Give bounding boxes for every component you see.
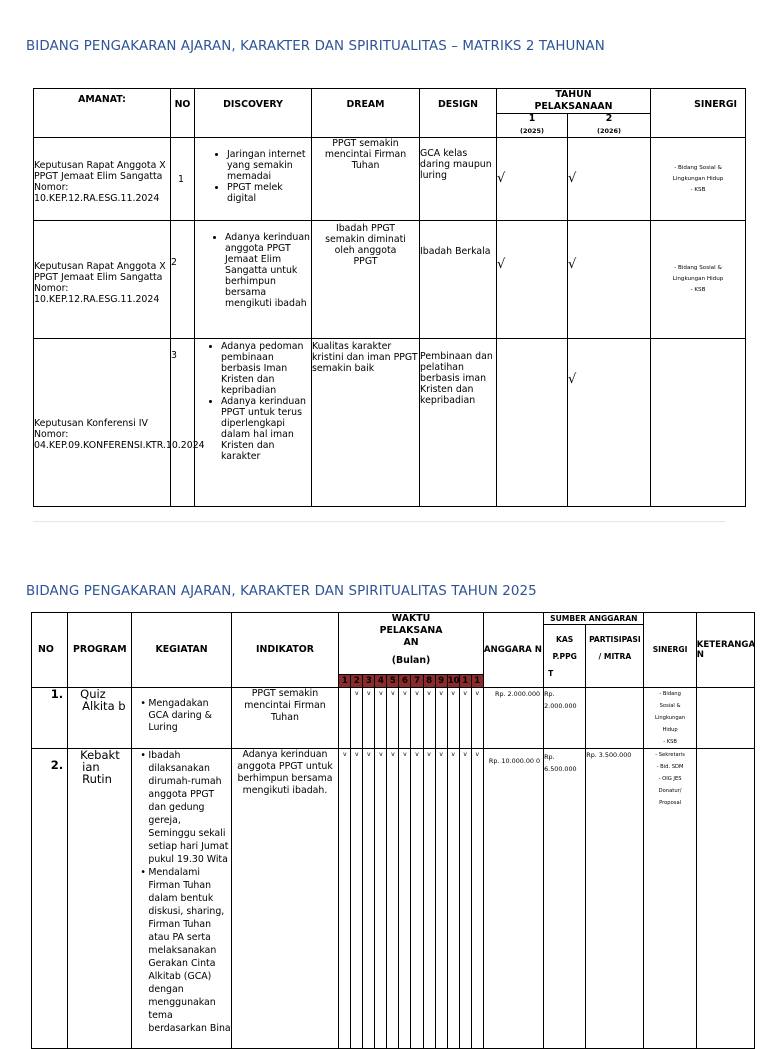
matrix-dream: PPGT semakin mencintai Firman Tuhan — [312, 138, 420, 221]
annual-header-keterangan: KETERANGA N — [696, 613, 754, 688]
discovery-item: • Adanya kerinduan PPGT untuk terus diperlengkapi dalam hal iman Kristen dan karakter — [221, 396, 311, 462]
annual-sinergi — [644, 749, 696, 1049]
matrix-row — [34, 138, 746, 221]
annual-no: 1. — [32, 688, 68, 749]
annual-header-program: PROGRAM — [68, 613, 132, 688]
month-7: 7 — [411, 675, 423, 688]
matrix-row — [34, 221, 746, 339]
sinergi-line: Hidup — [662, 727, 678, 733]
waktu-label: WAKTU PELAKSANA AN — [379, 613, 443, 648]
sinergi-line: - Bid. SDM — [656, 764, 684, 770]
matrix-header-year1 — [497, 114, 568, 138]
annual-header-waktu — [339, 613, 484, 675]
matrix-header-amanat: AMANAT: — [34, 89, 171, 138]
sinergi-line: - OIG JES — [658, 776, 682, 782]
sinergi-line: - KSB — [690, 287, 706, 293]
annual-kegiatan — [132, 688, 231, 749]
month-4: 4 — [375, 675, 387, 688]
table-row — [32, 749, 755, 1049]
annual-header-kegiatan: KEGIATAN — [132, 613, 231, 688]
month-9: 9 — [435, 675, 447, 688]
month-tick: v — [447, 688, 459, 749]
month-8: 8 — [423, 675, 435, 688]
discovery-item: • Adanya pedoman pembinaan berbasis Iman Kristen dan kepribadian — [221, 341, 311, 396]
sinergi-line: - KSB — [690, 186, 706, 193]
month-tick: v — [411, 749, 423, 1049]
matrix-discovery — [195, 339, 312, 507]
month-tick: v — [351, 688, 363, 749]
annual-indikator: Adanya kerinduan anggota PPGT untuk berhimpun bersama mengikuti ibadah. — [231, 749, 338, 1049]
sinergi-line: - Bidang Sosial & — [674, 265, 722, 271]
annual-partisipasi: Rp. 3.500.000 — [586, 749, 644, 1049]
month-11: 1 — [459, 675, 471, 688]
annual-no: 2. — [32, 749, 68, 1049]
month-10: 10 — [447, 676, 460, 686]
month-tick: v — [423, 688, 435, 749]
year1-number: 1 — [528, 113, 536, 124]
matrix-sinergi — [651, 339, 746, 507]
sinergi-line: Lingkungan — [655, 715, 686, 721]
sinergi-line: Lingkungan Hidup — [672, 175, 724, 182]
sinergi-line: Sosial & — [659, 703, 681, 709]
kegiatan-item: • Mendalami Firman Tuhan dalam bentuk diskusi, sharing, Firman Tuhan atau PA serta melaksanakan Gerakan Cinta Alkitab (GCA) dengan menggunakan tema berdasarkan Bina — [148, 866, 230, 1035]
matrix-row — [34, 339, 746, 507]
annual-indikator: PPGT semakin mencintai Firman Tuhan — [231, 688, 338, 749]
month-tick: v — [471, 749, 483, 1049]
month-tick: v — [351, 749, 363, 1049]
month-12: 1 — [471, 675, 483, 688]
annual-header-no: NO — [32, 613, 68, 688]
sinergi-line: - Bidang — [659, 691, 681, 697]
annual-header-indikator: INDIKATOR — [231, 613, 338, 688]
annual-header-kas — [544, 625, 586, 688]
annual-header-sumber: SUMBER ANGGARAN — [544, 613, 644, 625]
matrix-check-year2: √ — [568, 221, 651, 339]
matrix-check-year1 — [497, 339, 568, 507]
annual-anggaran: Rp. 10.000.00 0 — [483, 749, 543, 1049]
month-tick: v — [411, 688, 423, 749]
matrix-check-year2: √ — [568, 138, 651, 221]
matrix-header-design: DESIGN — [420, 89, 497, 138]
discovery-item: • PPGT melek digital — [227, 182, 311, 204]
month-tick: v — [435, 749, 447, 1049]
matrix-amanat: Keputusan Konferensi IV Nomor: 04.KEP.09.KONFERENSI.KTR.10.2024 — [34, 339, 171, 507]
matrix-header-tahun: TAHUN PELAKSANAAN — [497, 89, 651, 114]
annual-kegiatan — [132, 749, 231, 1049]
kas-line: KAS — [556, 635, 574, 644]
matrix-dream: Kualitas karakter kristini dan iman PPGT semakin baik — [312, 339, 420, 507]
matrix-discovery — [195, 221, 312, 339]
sinergi-line: - Sekretaris — [655, 752, 685, 758]
matrix-check-year2: √ — [568, 339, 651, 507]
matrix-amanat: Keputusan Rapat Anggota X PPGT Jemaat Elim Sangatta Nomor: 10.KEP.12.RA.ESG.11.2024 — [34, 221, 171, 339]
sinergi-line: - KSB — [663, 739, 677, 745]
year1-label: (2025) — [519, 127, 545, 135]
month-tick: v — [399, 688, 411, 749]
month-tick: v — [387, 749, 399, 1049]
month-tick: v — [447, 749, 459, 1049]
annual-program: Kebakt ian Rutin — [68, 749, 132, 1049]
annual-header-sinergi: SINERGI — [644, 613, 696, 688]
matrix-header-year2 — [568, 114, 651, 138]
month-1: 1 — [339, 675, 351, 688]
month-3: 3 — [363, 675, 375, 688]
matrix-header-no: NO — [171, 89, 195, 138]
sinergi-line: Proposal — [659, 800, 682, 806]
annual-heading: BIDANG PENGAKARAN AJARAN, KARAKTER DAN SPIRITUALITAS TAHUN 2025 — [26, 584, 537, 599]
kas-line: P.PPG — [552, 652, 577, 661]
sinergi-line: - Bidang Sosial & — [674, 164, 722, 171]
matrix-header-discovery: DISCOVERY — [195, 89, 312, 138]
annual-kas: Rp. 6.500.000 — [544, 749, 586, 1049]
matrix-sinergi — [651, 221, 746, 339]
partisipasi-line: PARTISIPASI — [589, 635, 641, 644]
month-tick: v — [459, 749, 471, 1049]
annual-sinergi — [644, 688, 696, 749]
month-tick: v — [363, 688, 375, 749]
matrix-no: 3 — [171, 339, 195, 507]
kas-line: T — [548, 669, 554, 678]
annual-table — [31, 612, 755, 1049]
month-tick: v — [435, 688, 447, 749]
annual-keterangan — [696, 749, 754, 1049]
annual-anggaran: Rp. 2.000.000 — [483, 688, 543, 749]
matrix-no: 1 — [171, 138, 195, 221]
annual-program: Quiz Alkita b — [68, 688, 132, 749]
month-tick: v — [471, 688, 483, 749]
kegiatan-item: • Ibadah dilaksanakan dirumah-rumah anggota PPGT dan gedung gereja, Seminggu sekali setiap hari Jumat pukul 19.30 Wita — [148, 749, 230, 866]
month-tick: v — [423, 749, 435, 1049]
kegiatan-item: • Mengadakan GCA daring & Luring — [148, 698, 230, 734]
bulan-label: (Bulan) — [391, 655, 431, 666]
annual-partisipasi — [586, 688, 644, 749]
sinergi-line: Lingkungan Hidup — [672, 276, 724, 282]
month-tick: v — [363, 749, 375, 1049]
month-6: 6 — [399, 675, 411, 688]
matrix-check-year1: √ — [497, 138, 568, 221]
month-2: 2 — [351, 675, 363, 688]
year2-label: (2026) — [596, 127, 622, 135]
matrix-design: GCA kelas daring maupun luring — [420, 138, 497, 221]
month-tick: v — [375, 688, 387, 749]
annual-header-anggaran: ANGGARA N — [483, 613, 543, 688]
matrix-table — [33, 88, 746, 507]
section-divider — [33, 521, 725, 522]
matrix-check-year1: √ — [497, 221, 568, 339]
month-5: 5 — [387, 675, 399, 688]
annual-header-partisipasi — [586, 625, 644, 688]
month-tick — [339, 688, 351, 749]
partisipasi-line: / MITRA — [598, 652, 632, 661]
matrix-no: 2 — [171, 221, 195, 339]
annual-kas: Rp. 2.000.000 — [544, 688, 586, 749]
month-tick: v — [375, 749, 387, 1049]
year2-number: 2 — [605, 113, 613, 124]
matrix-heading: BIDANG PENGAKARAN AJARAN, KARAKTER DAN SPIRITUALITAS – MATRIKS 2 TAHUNAN — [26, 39, 605, 54]
month-tick: v — [399, 749, 411, 1049]
month-tick: v — [339, 749, 351, 1049]
matrix-discovery — [195, 138, 312, 221]
table-row — [32, 688, 755, 749]
matrix-header-sinergi: SINERGI — [651, 89, 746, 138]
month-tick: v — [459, 688, 471, 749]
discovery-item: • Adanya kerinduan anggota PPGT Jemaat Elim Sangatta untuk berhimpun bersama mengikuti ibadah — [225, 232, 311, 309]
annual-keterangan — [696, 688, 754, 749]
matrix-design: Pembinaan dan pelatihan berbasis iman Kristen dan kepribadian — [420, 339, 497, 507]
matrix-dream: Ibadah PPGT semakin diminati oleh anggota PPGT — [312, 221, 420, 339]
sinergi-line: Donatur/ — [658, 788, 682, 794]
matrix-design: Ibadah Berkala — [420, 221, 497, 339]
discovery-item: • Jaringan internet yang semakin memadai — [227, 149, 311, 182]
matrix-amanat: Keputusan Rapat Anggota X PPGT Jemaat Elim Sangatta Nomor: 10.KEP.12.RA.ESG.11.2024 — [34, 138, 171, 221]
matrix-sinergi — [651, 138, 746, 221]
matrix-header-dream: DREAM — [312, 89, 420, 138]
month-tick: v — [387, 688, 399, 749]
